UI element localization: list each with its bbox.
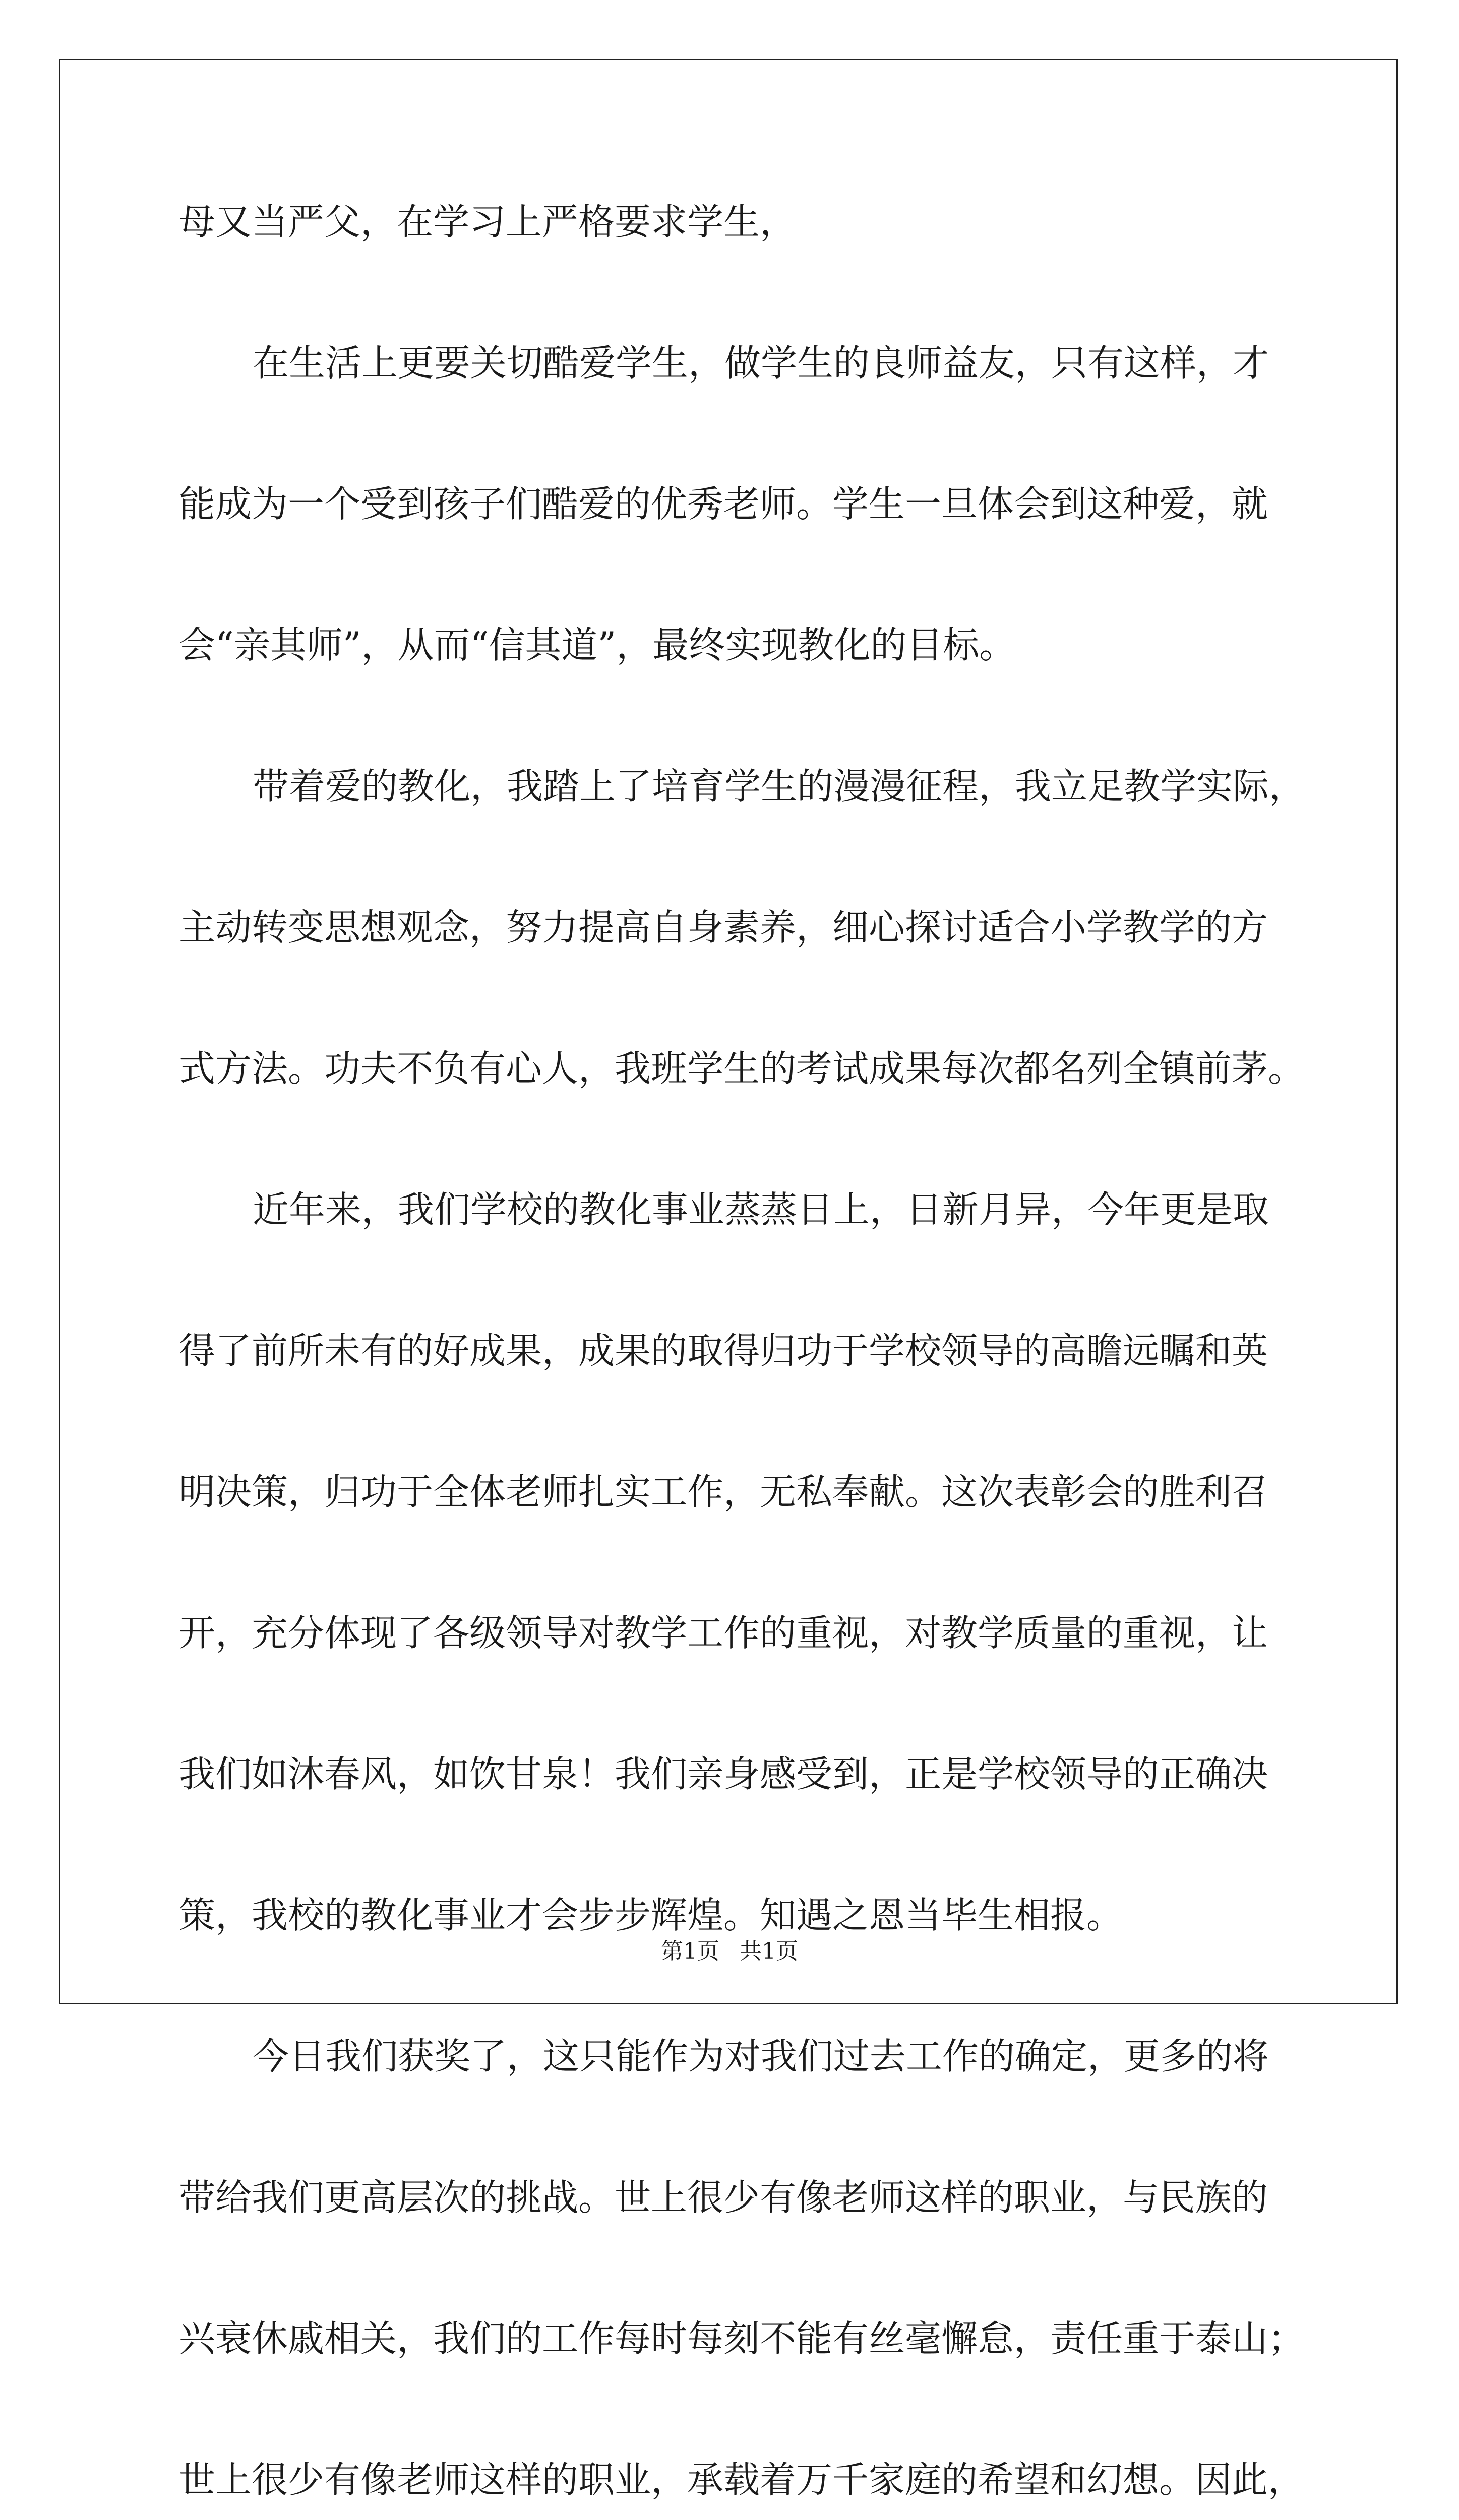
text-line: 带给我们更高层次的挑战。世上很少有像老师这样的职业，与民族的: [179, 2176, 1268, 2219]
text-line: 开，充分体现了各级领导对教学工作的重视，对教学质量的重视，让: [179, 1612, 1268, 1654]
text-line: 我们如沐春风，如饮甘泉！我们亲身感受到，正是学校领导的正确决: [179, 1753, 1268, 1795]
text-line: 主动转变思想观念，努力提高自身素养，细心探讨适合小学教学的方: [179, 906, 1268, 949]
text-line: 兴衰休戚相关，我们的工作每时每刻不能有丝毫懈怠，责任重于泰山；: [179, 2317, 1305, 2360]
document-body: [179, 198, 1333, 2520]
page-number-current: 第1页: [661, 1938, 719, 1964]
text-line: 母又当严父，在学习上严格要求学生，: [179, 201, 797, 243]
text-line: 近年来，我们学校的教化事业蒸蒸日上，日新月异，今年更是取: [253, 1188, 1269, 1231]
text-line: 明决策，归功于全体老师扎实工作，无私奉献。这次表彰会的胜利召: [179, 1471, 1268, 1513]
text-line: 会“亲其师”，从而“信其道”，最终实现教化的目标。: [179, 624, 1016, 666]
text-line: 世上很少有像老师这样的职业，承载着万千家庭的希望和幻想。因此，: [179, 2459, 1305, 2501]
text-line: 能成为一个受到孩子们酷爱的优秀老师。学生一旦体会到这种爱，就: [179, 483, 1268, 525]
text-line: 式方法。功夫不负有心人，我班学生的考试成果每次都名列全镇前茅。: [179, 1047, 1305, 1090]
text-line: 今日我们获奖了，这只能作为对我们过去工作的确定，更多的将: [253, 2035, 1269, 2077]
text-line: 带着爱的教化，我踏上了培育学生的漫漫征程，我立足教学实际，: [253, 765, 1306, 807]
text-line: 在生活上更要关切酷爱学生，做学生的良师益友，只有这样，才: [253, 342, 1269, 384]
page-footer: [0, 1933, 1459, 1965]
text-line: 得了前所未有的好成果，成果的取得归功于学校领导的高瞻远瞩和英: [179, 1330, 1268, 1372]
page-number-total: 共1页: [740, 1938, 798, 1964]
text-line: 策，我校的教化事业才会步步辉煌。知遇之恩当毕生相报。: [179, 1894, 1123, 1936]
